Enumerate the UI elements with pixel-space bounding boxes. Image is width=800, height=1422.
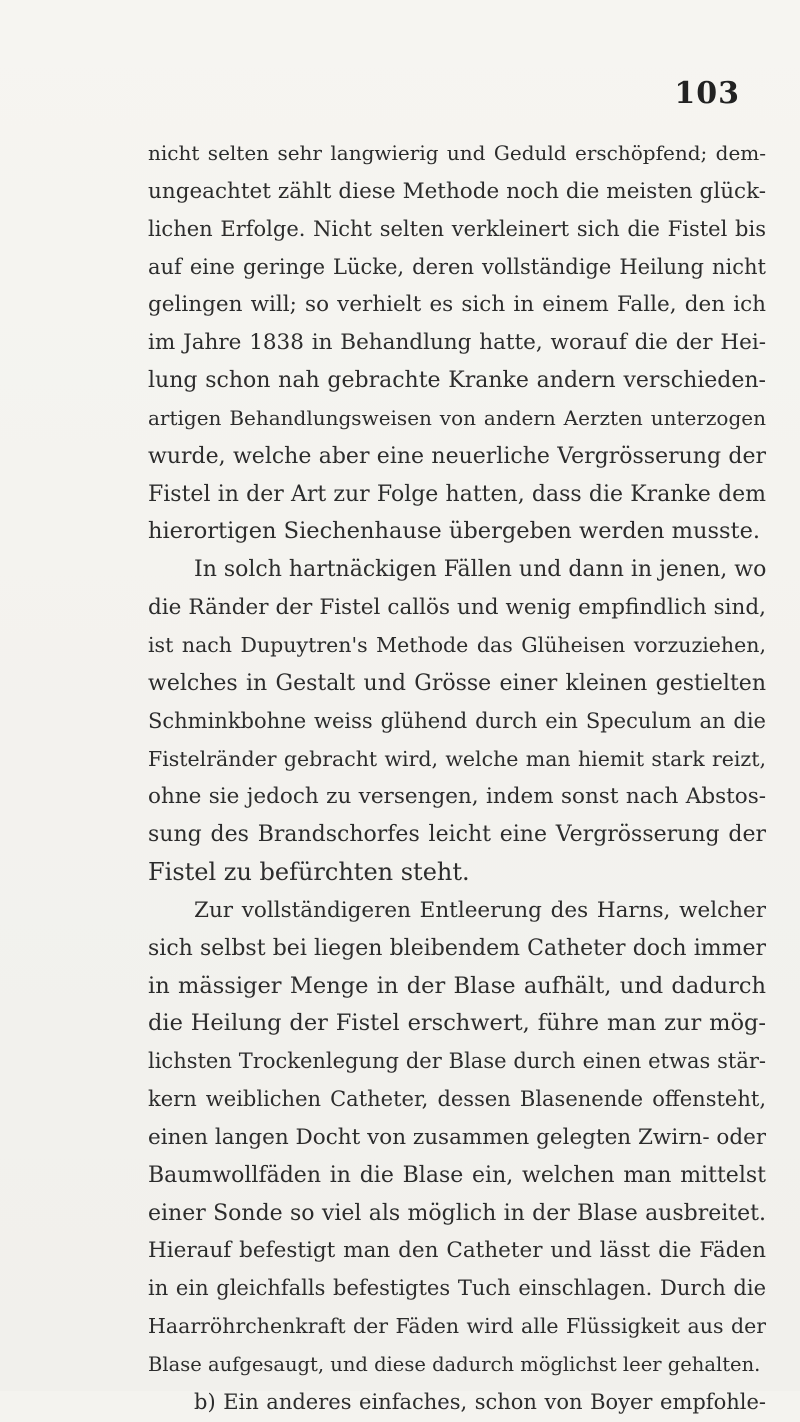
text-line: artigen Behandlungsweisen von andern Aerzten unterzogen xyxy=(148,405,766,430)
text-line: Fistel in der Art zur Folge hatten, dass die Kranke dem xyxy=(148,481,766,507)
text-line: hierortigen Siechenhause übergeben werden musste. xyxy=(148,518,761,545)
text-line: Hierauf befestigt man den Catheter und lässt die Fäden xyxy=(148,1238,766,1264)
text-line: nicht selten sehr langwierig und Geduld erschöpfend; dem- xyxy=(148,141,766,165)
text-line: sung des Brandschorfes leicht eine Vergrösserung der xyxy=(148,822,766,848)
text-line: auf eine geringe Lücke, deren vollständige Heilung nicht xyxy=(148,254,766,279)
text-line: b) Ein anderes einfaches, schon von Boyer empfohle- xyxy=(194,1389,766,1414)
text-line: im Jahre 1838 in Behandlung hatte, worauf die der Hei- xyxy=(148,330,766,356)
text-line: Blase aufgesaugt, und diese dadurch möglichst leer gehalten. xyxy=(148,1353,761,1376)
text-line: Baumwollfäden in die Blase ein, welchen man mittelst xyxy=(148,1162,766,1188)
body-text xyxy=(148,135,766,1422)
text-line: Fistel zu befürchten steht. xyxy=(148,858,470,887)
text-line: Fistelränder gebracht wird, welche man hiemit stark reizt, xyxy=(148,746,766,771)
text-line: kern weiblichen Catheter, dessen Blasenende offensteht, xyxy=(148,1087,766,1112)
text-line: einen langen Docht von zusammen gelegten Zwirn- oder xyxy=(148,1124,766,1150)
text-line: lung schon nah gebrachte Kranke andern verschieden- xyxy=(148,368,766,394)
text-line: die Ränder der Fistel callös und wenig empfindlich sind, xyxy=(148,595,766,621)
text-line: die Heilung der Fistel erschwert, führe man zur mög- xyxy=(148,1010,766,1037)
text-line: Haarröhrchenkraft der Fäden wird alle Flüssigkeit aus der xyxy=(148,1314,766,1339)
text-line: ungeachtet zählt diese Methode noch die meisten glück- xyxy=(148,178,766,204)
text-line: sich selbst bei liegen bleibendem Catheter doch immer xyxy=(148,935,766,961)
text-line: gelingen will; so verhielt es sich in einem Falle, den ich xyxy=(148,292,766,318)
text-line: lichsten Trockenlegung der Blase durch einen etwas stär- xyxy=(148,1049,766,1074)
text-line: Zur vollständigeren Entleerung des Harns, welcher xyxy=(194,897,766,923)
text-line: In solch hartnäckigen Fällen und dann in jenen, wo xyxy=(194,557,766,583)
text-line: welches in Gestalt und Grösse einer kleinen gestielten xyxy=(148,670,766,696)
text-line: ohne sie jedoch zu versengen, indem sonst nach Abstos- xyxy=(148,784,766,810)
text-line: in ein gleichfalls befestigtes Tuch einschlagen. Durch die xyxy=(148,1276,766,1301)
text-line: einer Sonde so viel als möglich in der Blase ausbreitet. xyxy=(148,1200,766,1226)
text-line: Schminkbohne weiss glühend durch ein Speculum an die xyxy=(148,708,766,733)
page-number: 103 xyxy=(674,76,740,111)
text-line: lichen Erfolge. Nicht selten verkleinert sich die Fistel bis xyxy=(148,216,766,241)
text-line: in mässiger Menge in der Blase aufhält, und dadurch xyxy=(148,972,766,999)
text-line: wurde, welche aber eine neuerliche Vergrösserung der xyxy=(148,443,766,469)
text-line: ist nach Dupuytren's Methode das Glüheisen vorzuziehen, xyxy=(148,632,766,657)
